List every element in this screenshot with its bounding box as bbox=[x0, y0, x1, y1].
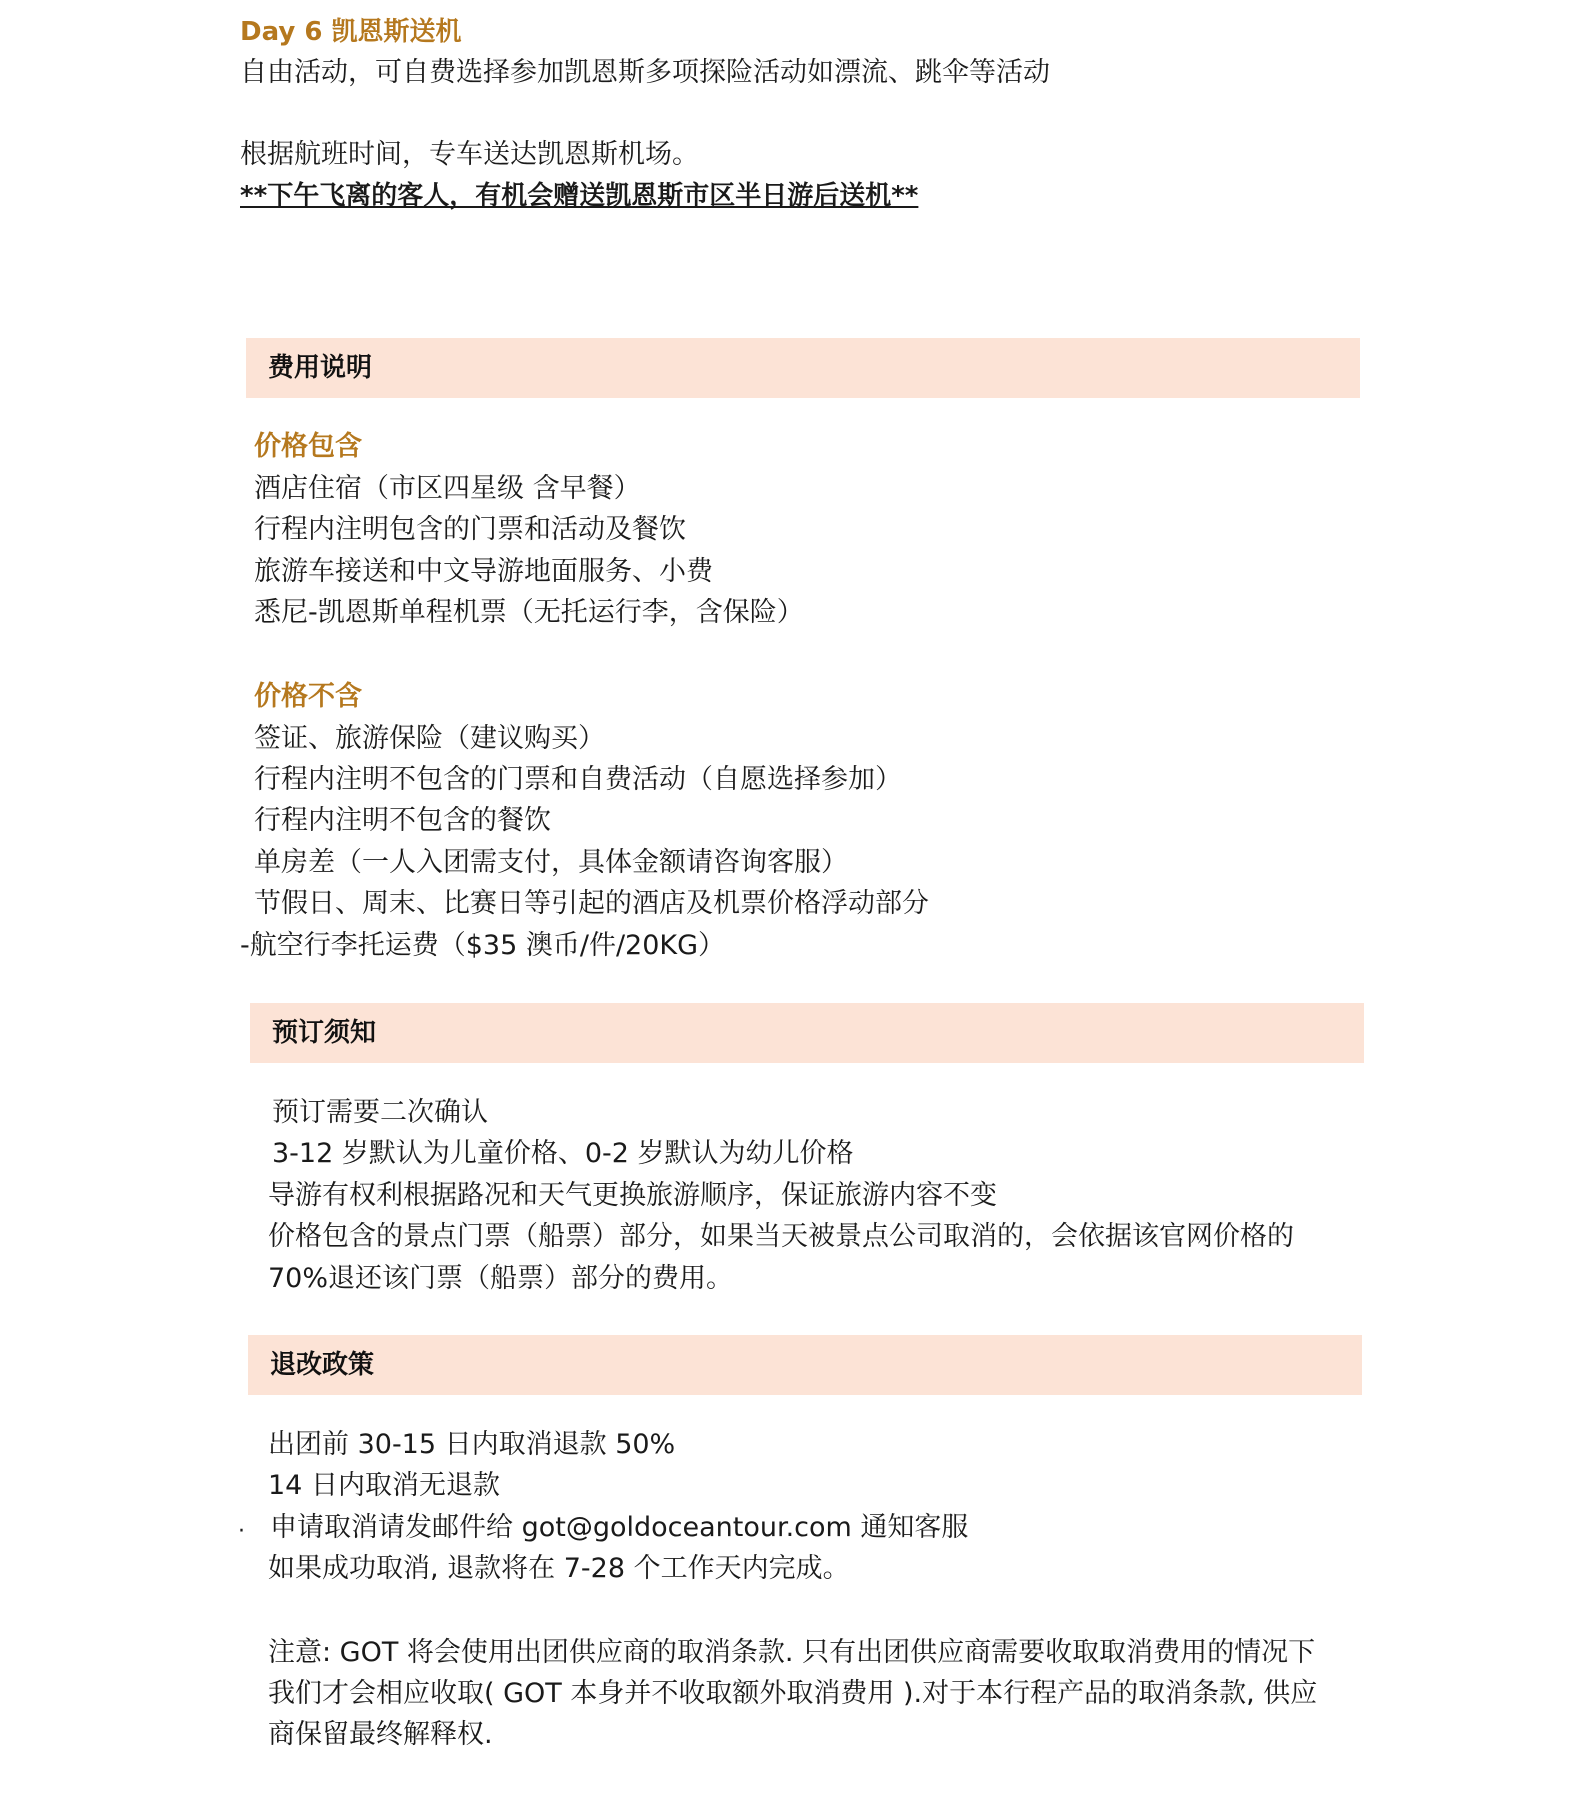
excluded-title: 价格不含 bbox=[254, 681, 362, 712]
excluded-item: -航空行李托运费（$35 澳币/件/20KG） bbox=[240, 930, 726, 961]
included-item: 旅游车接送和中文导游地面服务、小费 bbox=[254, 556, 713, 587]
included-item: 悉尼-凯恩斯单程机票（无托运行李，含保险） bbox=[254, 597, 804, 628]
day6-title: Day 6 凯恩斯送机 bbox=[240, 17, 462, 47]
excluded-item: 节假日、周末、比赛日等引起的酒店及机票价格浮动部分 bbox=[254, 888, 929, 919]
included-item: 酒店住宿（市区四星级 含早餐） bbox=[254, 473, 641, 504]
excluded-item: 签证、旅游保险（建议购买） bbox=[254, 723, 605, 754]
refund-note-line: 商保留最终解释权. bbox=[268, 1719, 493, 1750]
refund-section-header bbox=[248, 1335, 1362, 1395]
booking-heading: 预订须知 bbox=[272, 1018, 377, 1048]
included-title: 价格包含 bbox=[254, 431, 362, 462]
refund-line: 14 日内取消无退款 bbox=[268, 1470, 500, 1501]
booking-section-header bbox=[250, 1003, 1364, 1063]
booking-line: 价格包含的景点门票（船票）部分，如果当天被景点公司取消的，会依据该官网价格的 bbox=[268, 1221, 1294, 1252]
included-item: 行程内注明包含的门票和活动及餐饮 bbox=[254, 514, 686, 545]
day6-transfer: 根据航班时间，专车送达凯恩斯机场。 bbox=[240, 139, 699, 170]
fees-section-header bbox=[246, 338, 1360, 398]
refund-note-line: 我们才会相应收取( GOT 本身并不收取额外取消费用 ).对于本行程产品的取消条款, 供应 bbox=[268, 1678, 1318, 1709]
bullet-dot: · bbox=[238, 1519, 245, 1544]
excluded-item: 单房差（一人入团需支付，具体金额请咨询客服） bbox=[254, 847, 848, 878]
refund-line: 申请取消请发邮件给 got@goldoceantour.com 通知客服 bbox=[270, 1512, 969, 1543]
booking-line: 70%退还该门票（船票）部分的费用。 bbox=[268, 1263, 734, 1294]
booking-line: 3-12 岁默认为儿童价格、0-2 岁默认为幼儿价格 bbox=[272, 1138, 854, 1169]
refund-heading: 退改政策 bbox=[270, 1350, 375, 1380]
refund-line: 出团前 30-15 日内取消退款 50% bbox=[268, 1429, 676, 1460]
day6-notice: **下午飞离的客人，有机会赠送凯恩斯市区半日游后送机** bbox=[240, 181, 919, 211]
booking-line: 预订需要二次确认 bbox=[272, 1097, 488, 1128]
refund-line: 如果成功取消, 退款将在 7-28 个工作天内完成。 bbox=[268, 1553, 850, 1584]
fees-heading: 费用说明 bbox=[268, 353, 373, 383]
day6-activity: 自由活动，可自费选择参加凯恩斯多项探险活动如漂流、跳伞等活动 bbox=[240, 57, 1050, 88]
refund-note-line: 注意: GOT 将会使用出团供应商的取消条款. 只有出团供应商需要收取取消费用的情况下 bbox=[268, 1637, 1316, 1668]
excluded-item: 行程内注明不包含的门票和自费活动（自愿选择参加） bbox=[254, 764, 902, 795]
booking-line: 导游有权利根据路况和天气更换旅游顺序，保证旅游内容不变 bbox=[268, 1180, 997, 1211]
excluded-item: 行程内注明不包含的餐饮 bbox=[254, 805, 551, 836]
